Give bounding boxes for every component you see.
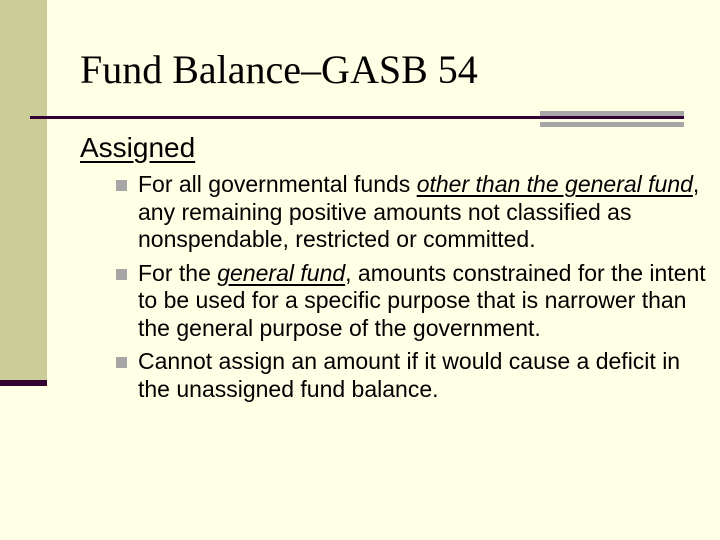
bullet-square-icon xyxy=(116,269,127,280)
bullet-text: For all governmental funds xyxy=(138,171,417,197)
bullet-item xyxy=(116,260,706,343)
section-heading: Assigned xyxy=(80,132,196,163)
bullet-emphasis: general fund xyxy=(217,259,346,286)
bullet-list xyxy=(116,171,706,409)
left-accent-bar-end xyxy=(0,380,47,386)
bullet-text: Cannot assign an amount if it would cause a deficit in the unassigned fund balance. xyxy=(138,348,681,402)
title-rule xyxy=(30,116,684,119)
bullet-text: For the xyxy=(138,259,218,286)
slide-title: Fund Balance–GASB 54 xyxy=(80,47,478,92)
bullet-square-icon xyxy=(116,180,127,191)
bullet-text: , amounts constrained for the intent to be used for a specific purpose that is narrower than the general purpose of the government. xyxy=(138,259,706,341)
bullet-item xyxy=(116,171,706,254)
bullet-text: , any remaining positive amounts not classified as nonspendable, restricted or committed. xyxy=(138,171,700,252)
bullet-square-icon xyxy=(116,357,127,368)
title-rule-accent-bottom xyxy=(540,122,684,127)
bullet-emphasis: other than the general fund xyxy=(416,171,693,197)
bullet-item xyxy=(116,348,706,403)
left-accent-bar xyxy=(0,0,47,380)
